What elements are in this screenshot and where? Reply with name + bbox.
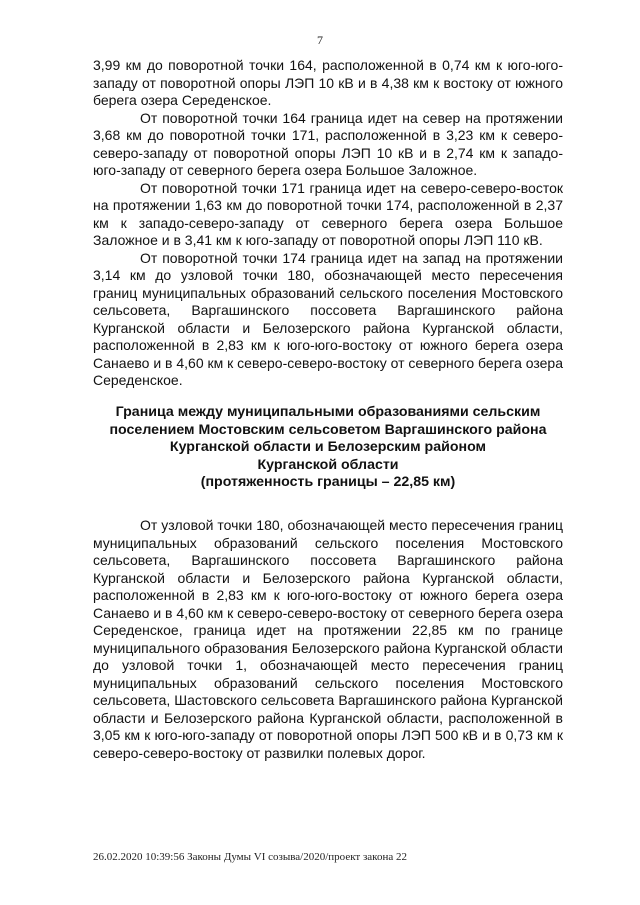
heading-line: Курганской области [257, 456, 399, 473]
paragraph: От поворотной точки 164 граница идет на север на протяжении 3,68 км до поворотной точки 171, расположенной в 3,23 км к северо-северо-западу от поворотной опоры ЛЭП 10 кВ и в 2,74 км к западо-юго-западу от северного берега озера Большое Заложное. [93, 109, 563, 178]
page-number: 7 [317, 33, 323, 47]
section-heading [93, 404, 563, 492]
paragraph: От поворотной точки 174 граница идет на запад на протяжении 3,14 км до узловой точки 180, обозначающей место пересечения границ муниципальных образований сельского поселения Мостовского сельсовета, Варгашинского поссовета Варгашинского района Курганской области и Белозерского района Курганской области, расположенной в 2,83 км к юго-юго-востоку от южного берега озера Санаево и в 4,60 км к северо-северо-востоку от северного берега озера Середенское. [93, 249, 563, 388]
heading-boundary-length: (протяженность границы – 22,85 км) [200, 474, 456, 490]
heading-line: Курганской области и Белозерским районом [169, 439, 487, 455]
paragraph: 3,99 км до поворотной точки 164, расположенной в 0,74 км к юго-юго-западу от поворотной опоры ЛЭП 10 кВ и в 4,38 км к востоку от южного берега озера Середенское. [93, 57, 563, 108]
paragraph: От поворотной точки 171 граница идет на северо-северо-восток на протяжении 1,63 км до поворотной точки 174, расположенной в 2,37 км к западо-северо-западу от северного берега озера Большое Заложное и в 3,41 км к юго-западу от поворотной опоры ЛЭП 110 кВ. [93, 179, 563, 248]
paragraph: От узловой точки 180, обозначающей место пересечения границ муниципальных образований сельского поселения Мостовского сельсовета, Варгашинского поссовета Варгашинского района Курганской области и Белозерского района Курганской области, расположенной в 2,83 км к юго-юго-востоку от южного берега озера Санаево и в 4,60 км к северо-северо-востоку от северного берега озера Середенское, граница идет на протяжении 22,85 км по границе муниципального образования Белозерского района Курганской области до узловой точки 1, обозначающей место пересечения границ муниципальных образований сельского поселения Мостовского сельсовета, Шастовского сельсовета Варгашинского района Курганской области и Белозерского района Курганской области, расположенной в 3,05 км к юго-юго-западу от поворотной опоры ЛЭП 500 кВ и в 0,73 км к северо-северо-востоку от развилки полевых дорог. [93, 517, 563, 761]
heading-line: Граница между муниципальными образованиями сельским [115, 404, 541, 420]
document-footer: 26.02.2020 10:39:56 Законы Думы VI созыва/2020/проект закона 22 [93, 851, 407, 863]
boundary-description-continued [93, 57, 563, 390]
boundary-description [93, 517, 563, 762]
heading-line: поселением Мостовским сельсоветом Варгашинского района [109, 421, 547, 438]
